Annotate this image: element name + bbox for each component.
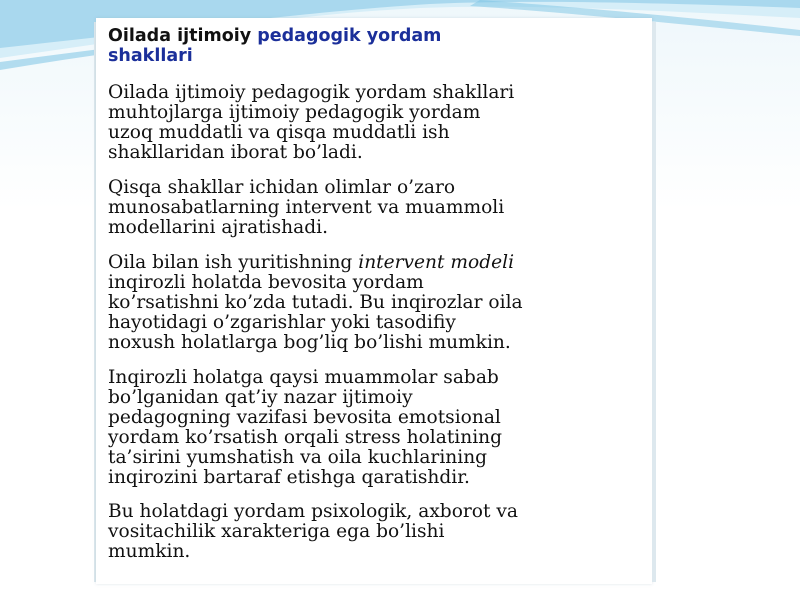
- paragraph-3: [108, 253, 648, 353]
- paragraph-4: Inqirozli holatga qaysi muammolar sabab bo’lganidan qat’iy nazar ijtimoiy pedagogning vazifasi bevosita emotsional yordam ko’rsatish orqali stress holatining ta’sirini yumshatish va oila kuchlarining inqirozini bartaraf etishga qaratishdir.: [108, 367, 503, 488]
- paragraph-5: Bu holatdagi yordam psixologik, axborot va vositachilik xarakteriga ega bo’lishi mumkin.: [108, 501, 518, 562]
- paragraph-3-italic: intervent modeli: [358, 252, 515, 273]
- title-accent-text: pedagogik yordam shakllari: [108, 26, 442, 66]
- paragraph-3-end: inqirozli holatda bevosita yordam ko’rsatishni ko’zda tutadi. Bu inqirozlar oila hayotidagi o’zgarishlar yoki tasodifiy noxush holatlarga bog’liq bo’lishi mumkin.: [108, 272, 523, 353]
- paragraph-2: Qisqa shakllar ichidan olimlar o’zaro munosabatlarning intervent va muammoli modellarini ajratishadi.: [108, 177, 505, 238]
- title-text: Oilada ijtimoiy: [108, 26, 258, 46]
- slide-title: [108, 26, 648, 66]
- paragraph-3-start: Oila bilan ish yuritishning: [108, 252, 359, 273]
- card-frame-right: [652, 22, 656, 582]
- paragraph-1: Oilada ijtimoiy pedagogik yordam shakllari muhtojlarga ijtimoiy pedagogik yordam uzoq muddatli va qisqa muddatli ish shakllaridan iborat bo’ladi.: [108, 82, 515, 163]
